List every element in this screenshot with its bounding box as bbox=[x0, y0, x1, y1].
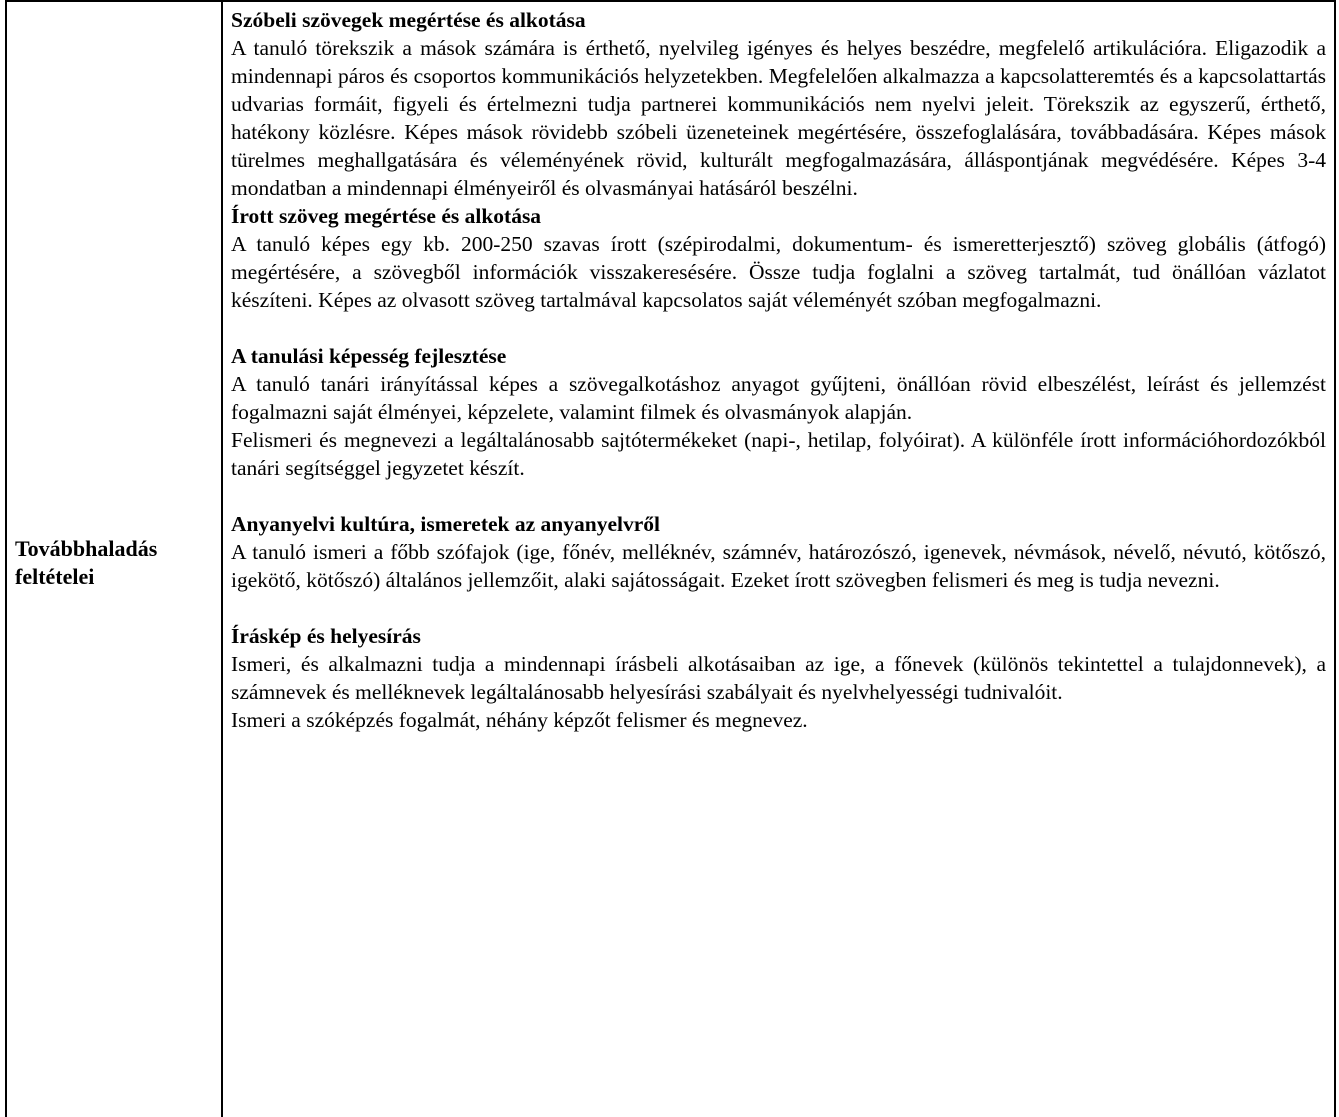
section-paragraph: Felismeri és megnevezi a legáltalánosabb sajtótermékeket (napi-, hetilap, folyóirat). A különféle írott információhordozókból tanári segítséggel jegyzetet készít. bbox=[231, 428, 1326, 480]
label-cell bbox=[7, 2, 223, 1117]
requirements-table bbox=[5, 0, 1336, 1117]
section-paragraph: Ismeri, és alkalmazni tudja a mindennapi írásbeli alkotásaiban az ige, a főnevek (különös tekintettel a tulajdonnevek), a számnevek és melléknevek legáltalánosabb helyesírási szabályait és nyelvhelyességi tudnivalóit. bbox=[231, 652, 1326, 704]
section-title: Szóbeli szövegek megértése és alkotása bbox=[231, 8, 586, 32]
section-paragraph: A tanuló tanári irányítással képes a szövegalkotáshoz anyagot gyűjteni, önállóan rövid elbeszélést, leírást és jellemzést fogalmazni saját élményei, képzelete, valamint filmek és olvasmányok alapján. bbox=[231, 372, 1326, 424]
section-spelling bbox=[231, 622, 1326, 734]
section-language-culture bbox=[231, 510, 1326, 594]
spacer bbox=[231, 594, 1326, 622]
section-title: Íráskép és helyesírás bbox=[231, 624, 421, 648]
section-speaking bbox=[231, 6, 1326, 202]
section-title: A tanulási képesség fejlesztése bbox=[231, 344, 507, 368]
row-label: Továbbhaladás feltételei bbox=[15, 535, 158, 589]
section-paragraph: Ismeri a szóképzés fogalmát, néhány képzőt felismer és megnevez. bbox=[231, 708, 808, 732]
spacer bbox=[231, 314, 1326, 342]
section-title: Anyanyelvi kultúra, ismeretek az anyanyelvről bbox=[231, 512, 660, 536]
spacer bbox=[231, 482, 1326, 510]
section-paragraph: A tanuló képes egy kb. 200-250 szavas írott (szépirodalmi, dokumentum- és ismeretterjesztő) szöveg globális (átfogó) megértésére, a szövegből információk visszakeresésére. Össze tudja foglalni a szöveg tartalmát, tud önállóan vázlatot készíteni. Képes az olvasott szöveg tartalmával kapcsolatos saját véleményét szóban megfogalmazni. bbox=[231, 232, 1326, 312]
section-written bbox=[231, 202, 1326, 314]
section-title: Írott szöveg megértése és alkotása bbox=[231, 204, 542, 228]
section-paragraph: A tanuló törekszik a mások számára is érthető, nyelvileg igényes és helyes beszédre, megfelelő artikulációra. Eligazodik a mindennapi páros és csoportos kommunikációs helyzetekben. Megfelelően alkalmazza a kapcsolatteremtés és a kapcsolattartás udvarias formáit, figyeli és értelmezni tudja partnerei kommunikációs nem nyelvi jeleit. Törekszik az egyszerű, érthető, hatékony közlésre. Képes mások rövidebb szóbeli üzeneteinek megértésére, összefoglalására, továbbadására. Képes mások türelmes meghallgatására és véleményének rövid, kulturált megfogalmazására, álláspontjának megvédésére. Képes 3-4 mondatban a mindennapi élményeiről és olvasmányai hatásáról beszélni. bbox=[231, 36, 1326, 200]
content-cell bbox=[223, 2, 1334, 1117]
section-learning bbox=[231, 342, 1326, 482]
section-paragraph: A tanuló ismeri a főbb szófajok (ige, főnév, melléknév, számnév, határozószó, igenevek, névmások, névelő, névutó, kötőszó, igekötő, kötőszó) általános jellemzőit, alaki sajátosságait. Ezeket írott szövegben felismeri és meg is tudja nevezni. bbox=[231, 540, 1326, 592]
